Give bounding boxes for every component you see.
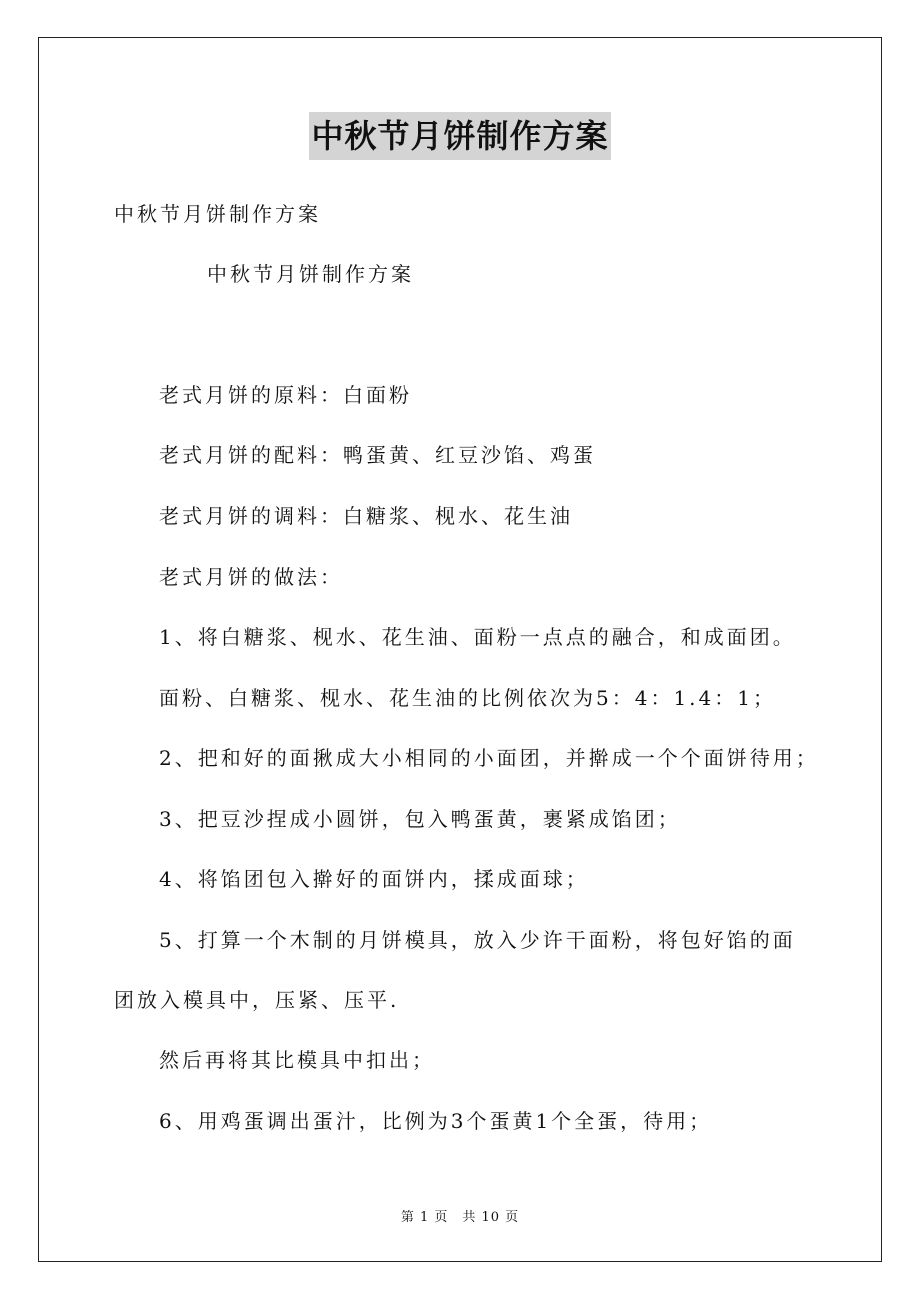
paragraph-line: 面粉、白糖浆、枧水、花生油的比例依次为5：4：1.4：1； — [159, 686, 776, 710]
document-title: 中秋节月饼制作方案 — [309, 112, 610, 160]
paragraph-line: 老式月饼的调料：白糖浆、枧水、花生油 — [159, 504, 573, 528]
paragraph-line: 然后再将其比模具中扣出； — [159, 1048, 435, 1072]
indented-subtitle-line: 中秋节月饼制作方案 — [207, 262, 414, 286]
step-line: 6、用鸡蛋调出蛋汁，比例为3个蛋黄1个全蛋，待用； — [159, 1109, 713, 1133]
step-line: 1、将白糖浆、枧水、花生油、面粉一点点的融合，和成面团。 — [159, 625, 796, 649]
title-container — [0, 112, 920, 160]
subtitle-line: 中秋节月饼制作方案 — [114, 202, 321, 226]
paragraph-line: 老式月饼的做法： — [159, 565, 343, 589]
step-line: 3、把豆沙捏成小圆饼，包入鸭蛋黄，裹紧成馅团； — [159, 807, 681, 831]
paragraph-line: 老式月饼的配料：鸭蛋黄、红豆沙馅、鸡蛋 — [159, 443, 596, 467]
step-line: 2、把和好的面揪成大小相同的小面团，并擀成一个个面饼待用； — [159, 746, 819, 770]
paragraph-line: 团放入模具中，压紧、压平. — [114, 988, 400, 1012]
page-footer: 第 1 页 共 10 页 — [400, 1210, 520, 1225]
step-line: 5、打算一个木制的月饼模具，放入少许干面粉，将包好馅的面 — [159, 928, 796, 952]
step-line: 4、将馅团包入擀好的面饼内，揉成面球； — [159, 867, 589, 891]
paragraph-line: 老式月饼的原料：白面粉 — [159, 383, 412, 407]
